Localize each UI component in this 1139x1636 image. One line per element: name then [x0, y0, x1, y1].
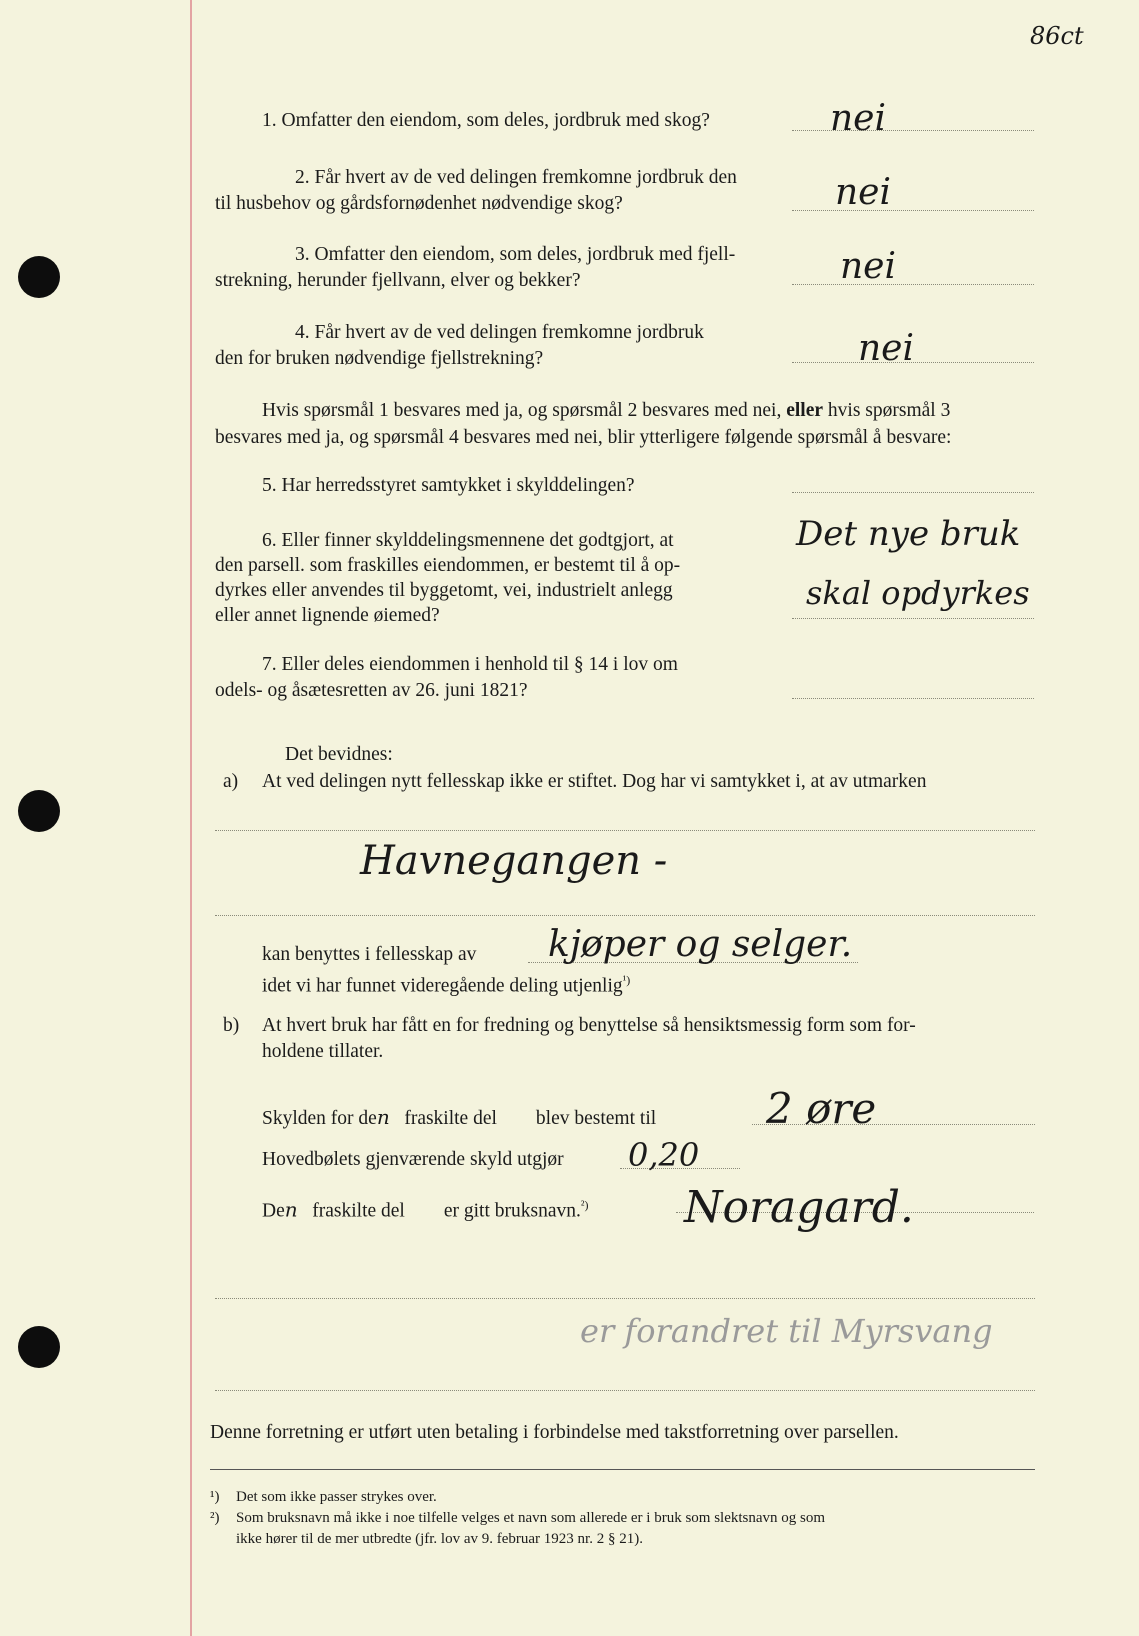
- shared-handwritten: kjøper og selger.: [548, 924, 853, 965]
- item-b-line2: holdene tillater.: [262, 1041, 384, 1062]
- punch-hole: [18, 256, 60, 298]
- fill-line: [215, 830, 1035, 831]
- answer-line: [792, 130, 1034, 131]
- instruction-line2: besvares med ja, og spørsmål 4 besvares med nei, blir ytterligere følgende spørsmål å besvare:: [215, 427, 952, 448]
- answer-line: [792, 284, 1034, 285]
- question-1: 1. Omfatter den eiendom, som deles, jordbruk med skog?: [262, 110, 710, 131]
- page-number: 86ct: [1030, 22, 1084, 50]
- footnote-2-line1: Som bruksnavn må ikke i noe tilfelle velges et navn som allerede er i bruk som slektsnavn og som: [236, 1510, 826, 1526]
- bruksnavn-change: er forandret til Myrsvang: [580, 1312, 993, 1350]
- answer-line: [792, 210, 1034, 211]
- item-a-label: a): [223, 771, 239, 792]
- item-a-text: At ved delingen nytt fellesskap ikke er stiftet. Dog har vi samtykket i, at av utmarken: [262, 771, 927, 792]
- question-6-line1: 6. Eller finner skylddelingsmennene det godtgjort, at: [262, 530, 674, 551]
- bruksnavn-line: Den fraskilte del er gitt bruksnavn.$^{^2)}$: [262, 1197, 589, 1222]
- question-3-line2: strekning, herunder fjellvann, elver og bekker?: [215, 270, 581, 291]
- bruksnavn-value: Noragard.: [684, 1182, 914, 1233]
- question-7-line1: 7. Eller deles eiendommen i henhold til § 14 i lov om: [262, 654, 678, 675]
- answer-6-line2: skal opdyrkes: [806, 574, 1030, 612]
- instruction-line1: Hvis spørsmål 1 besvares med ja, og spørsmål 2 besvares med nei, eller hvis spørsmål 3: [262, 400, 951, 421]
- idet-line: idet vi har funnet videregående deling utjenlig$^{^1)}$: [262, 973, 631, 997]
- question-5: 5. Har herredsstyret samtykket i skylddelingen?: [262, 475, 635, 496]
- answer-line: [792, 618, 1034, 619]
- answer-2: nei: [835, 172, 892, 213]
- footnote-2-mark: ²): [210, 1510, 220, 1526]
- answer-4: nei: [858, 328, 915, 369]
- skyld-value: 2 øre: [766, 1084, 877, 1133]
- fill-line: [215, 915, 1035, 916]
- question-4-line2: den for bruken nødvendige fjellstrekning?: [215, 348, 544, 369]
- shared-label: kan benyttes i fellesskap av: [262, 944, 477, 965]
- answer-3: nei: [840, 246, 897, 287]
- instruction-bold: eller: [786, 400, 824, 421]
- hovedbol-label: Hovedbølets gjenværende skyld utgjør: [262, 1149, 564, 1170]
- answer-6-line1: Det nye bruk: [796, 514, 1021, 554]
- item-b-line1: At hvert bruk har fått en for fredning og benyttelse så hensiktsmessig form som for-: [262, 1015, 916, 1036]
- question-6-line2: den parsell. som fraskilles eiendommen, er bestemt til å op-: [215, 555, 681, 576]
- utmark-handwritten: Havnegangen -: [360, 838, 668, 884]
- closing-statement: Denne forretning er utført uten betaling i forbindelse med takstforretning over parsellen.: [210, 1422, 899, 1443]
- skyld-hw-suffix: n: [376, 1105, 390, 1129]
- bevidnes-heading: Det bevidnes:: [285, 744, 393, 765]
- footnote-1-mark: ¹): [210, 1489, 220, 1505]
- question-3-line1: 3. Omfatter den eiendom, som deles, jordbruk med fjell-: [295, 244, 736, 265]
- skyld-line: Skylden for den fraskilte del blev bestemt til: [262, 1105, 657, 1129]
- answer-line: [792, 698, 1034, 699]
- fill-line: [215, 1390, 1035, 1391]
- footnote-ref: ¹): [622, 973, 631, 987]
- question-7-line2: odels- og åsætesretten av 26. juni 1821?: [215, 680, 528, 701]
- question-2-line2: til husbehov og gårdsfornødenhet nødvendige skog?: [215, 193, 623, 214]
- bruksnavn-hw-suffix: n: [284, 1197, 298, 1222]
- question-6-line4: eller annet lignende øiemed?: [215, 605, 440, 626]
- footnote-2-line2: ikke hører til de mer utbredte (jfr. lov av 9. februar 1923 nr. 2 § 21).: [236, 1531, 643, 1547]
- punch-hole: [18, 790, 60, 832]
- fill-line: [215, 1298, 1035, 1299]
- question-2-line1: 2. Får hvert av de ved delingen fremkomne jordbruk den: [295, 167, 737, 188]
- footnote-rule: [210, 1469, 1035, 1470]
- margin-line: [190, 0, 192, 1636]
- answer-line: [792, 492, 1034, 493]
- question-4-line1: 4. Får hvert av de ved delingen fremkomne jordbruk: [295, 322, 704, 343]
- punch-hole: [18, 1326, 60, 1368]
- question-6-line3: dyrkes eller anvendes til byggetomt, vei, industrielt anlegg: [215, 580, 673, 601]
- hovedbol-value: 0,20: [628, 1136, 700, 1174]
- item-b-label: b): [223, 1015, 240, 1036]
- footnote-1: Det som ikke passer strykes over.: [236, 1489, 437, 1505]
- answer-1: nei: [830, 98, 887, 139]
